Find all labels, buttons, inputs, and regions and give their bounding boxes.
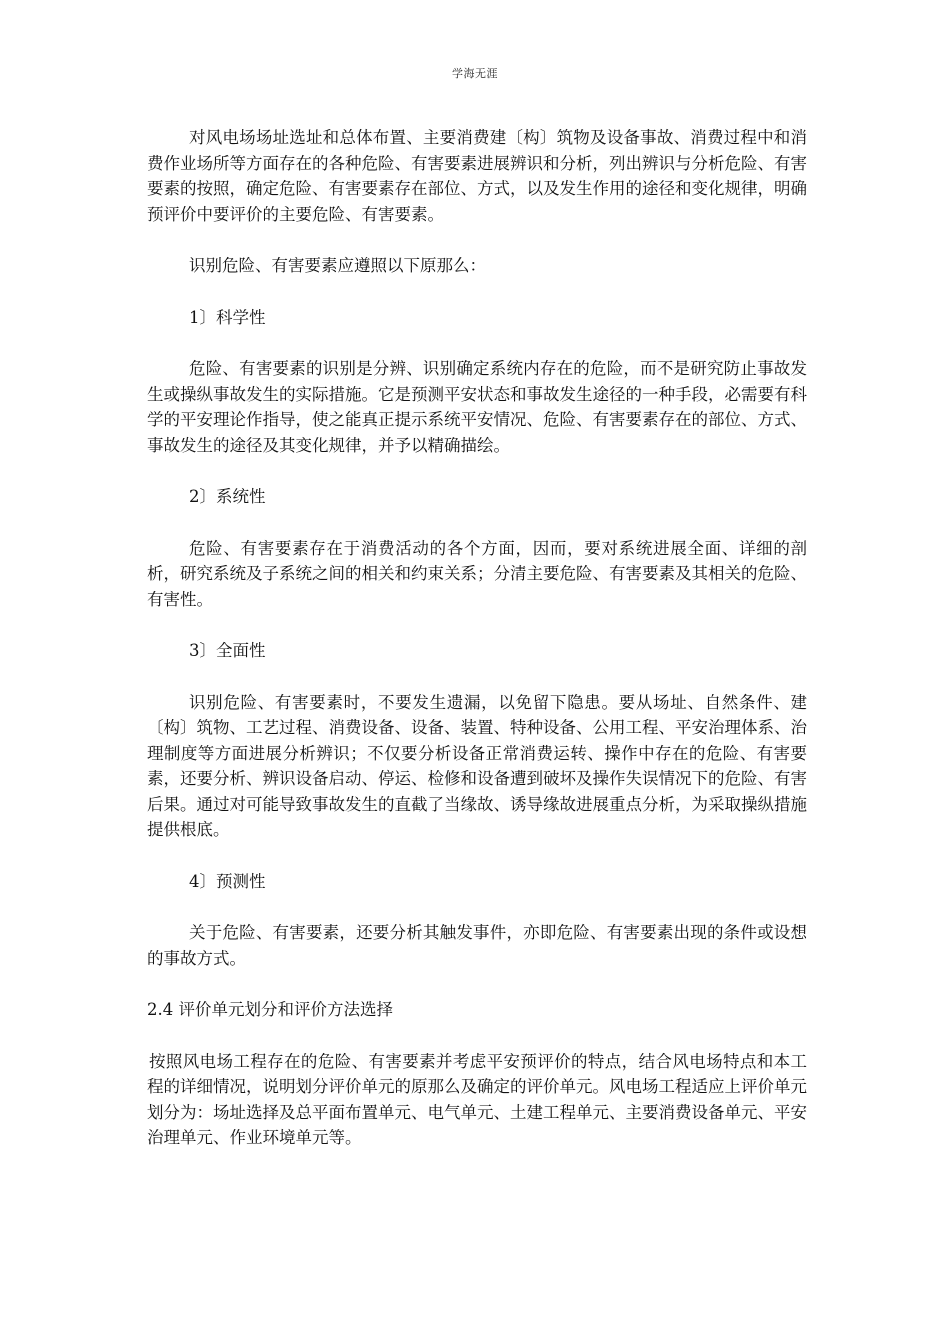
paragraph-systematic: 危险、有害要素存在于消费活动的各个方面，因而，要对系统进展全面、详细的剖析，研究系统及子系统之间的相关和约束关系；分清主要危险、有害要素及其相关的危险、有害性。 — [147, 538, 807, 609]
paragraph-scientific: 危险、有害要素的识别是分辨、识别确定系统内存在的危险，而不是研究防止事故发生或操纵事故发生的实际措施。它是预测平安状态和事故发生途径的一种手段，必需要有科学的平安理论作指导，使之能真正提示系统平安情况、危险、有害要素存在的部位、方式、事故发生的途径及其变化规律，并予以精确描绘。 — [147, 359, 807, 455]
paragraph-comprehensive: 识别危险、有害要素时，不要发生遗漏，以免留下隐患。要从场址、自然条件、建〔构〕筑物、工艺过程、消费设备、设备、装置、特种设备、公用工程、平安治理体系、治理制度等方面进展分析辨识；不仅要分析设备正常消费运转、操作中存在的危险、有害要素，还要分析、辨识设备启动、停运、检修和设备遭到破坏及操作失误情况下的危险、有害后果。通过对可能导致事故发生的直截了当缘故、诱导缘故进展重点分析，为采取操纵措施提供根底。 — [147, 692, 807, 839]
principle-heading-scientific: 1〕科学性 — [189, 307, 266, 327]
document-body — [147, 125, 807, 1177]
paragraph-predictive: 关于危险、有害要素，还要分析其触发事件，亦即危险、有害要素出现的条件或设想的事故方式。 — [147, 923, 807, 968]
paragraph-principles-lead: 识别危险、有害要素应遵照以下原那么： — [189, 256, 486, 275]
paragraph-evaluation-units: 按照风电场工程存在的危险、有害要素并考虑平安预评价的特点，结合风电场特点和本工程的详细情况，说明划分评价单元的原那么及确定的评价单元。风电场工程适应上评价单元划分为：场址选择及总平面布置单元、电气单元、土建工程单元、主要消费设备单元、平安治理单元、作业环境单元等。 — [147, 1051, 807, 1147]
principle-heading-comprehensive: 3〕全面性 — [189, 641, 266, 660]
principle-heading-predictive: 4〕预测性 — [189, 871, 266, 891]
section-heading-2-4: 2.4 评价单元划分和评价方法选择 — [147, 1000, 393, 1019]
page-header: 学海无涯 — [452, 67, 498, 80]
paragraph-hazard-identification-intro: 对风电场场址选址和总体布置、主要消费建〔构〕筑物及设备事故、消费过程中和消费作业场所等方面存在的各种危险、有害要素进展辨识和分析，列出辨识与分析危险、有害要素的按照，确定危险、有害要素存在部位、方式，以及发生作用的途径和变化规律，明确预评价中要评价的主要危险、有害要素。 — [147, 128, 807, 224]
principle-heading-systematic: 2〕系统性 — [189, 487, 266, 506]
